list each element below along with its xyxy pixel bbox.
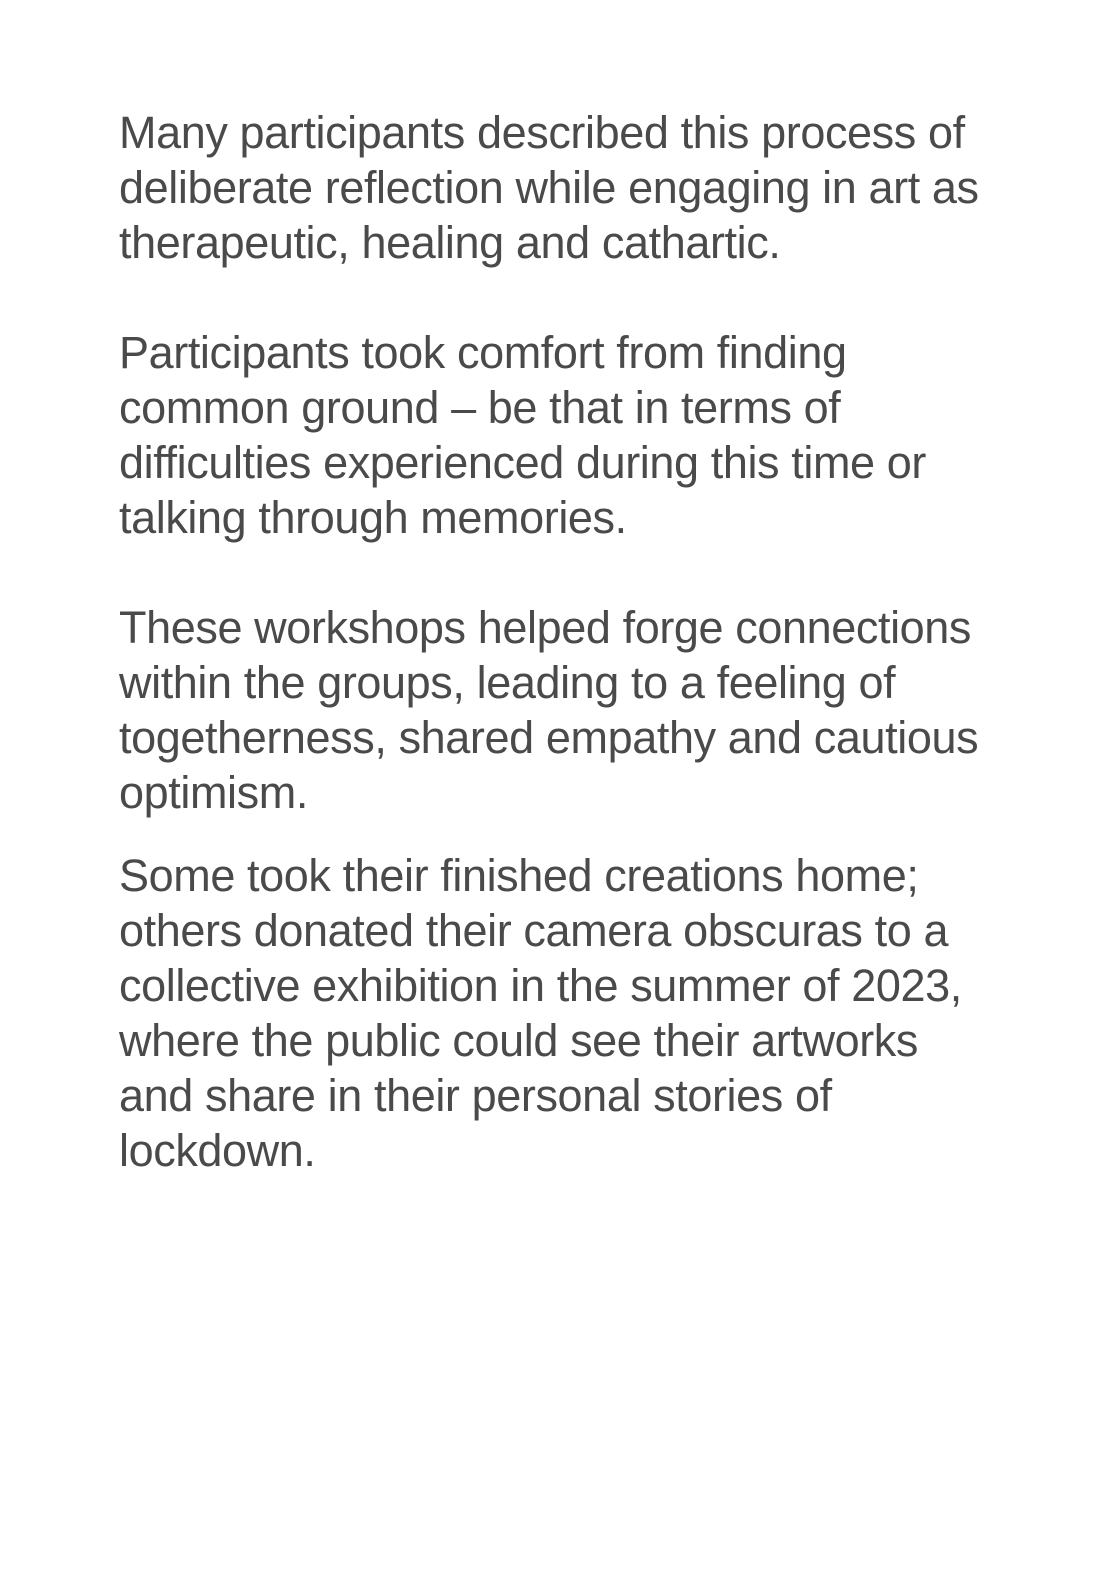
text-line: where the public could see their artworks — [119, 1015, 919, 1066]
text-line: Many participants described this process of — [119, 107, 965, 158]
text-line: within the groups, leading to a feeling of — [119, 657, 896, 708]
text-line: collective exhibition in the summer of 2023, — [119, 960, 962, 1011]
text-line: lockdown. — [119, 1125, 316, 1176]
text-line: talking through memories. — [119, 492, 627, 543]
text-line: optimism. — [119, 767, 308, 818]
paragraph-reflection — [119, 105, 1019, 270]
text-line: Some took their finished creations home; — [119, 850, 919, 901]
text-line: and share in their personal stories of — [119, 1070, 832, 1121]
body-text — [119, 105, 1019, 1178]
text-line: deliberate reflection while engaging in art as — [119, 162, 979, 213]
text-line: difficulties experienced during this time or — [119, 437, 926, 488]
paragraph-exhibition — [119, 848, 1019, 1178]
text-line: others donated their camera obscuras to a — [119, 905, 949, 956]
text-line: common ground – be that in terms of — [119, 382, 841, 433]
text-line: These workshops helped forge connections — [119, 602, 972, 653]
text-line: therapeutic, healing and cathartic. — [119, 217, 781, 268]
text-line: togetherness, shared empathy and cautious — [119, 712, 979, 763]
paragraph-connections — [119, 600, 1019, 820]
text-line: Participants took comfort from finding — [119, 327, 847, 378]
paragraph-common-ground — [119, 325, 1019, 545]
